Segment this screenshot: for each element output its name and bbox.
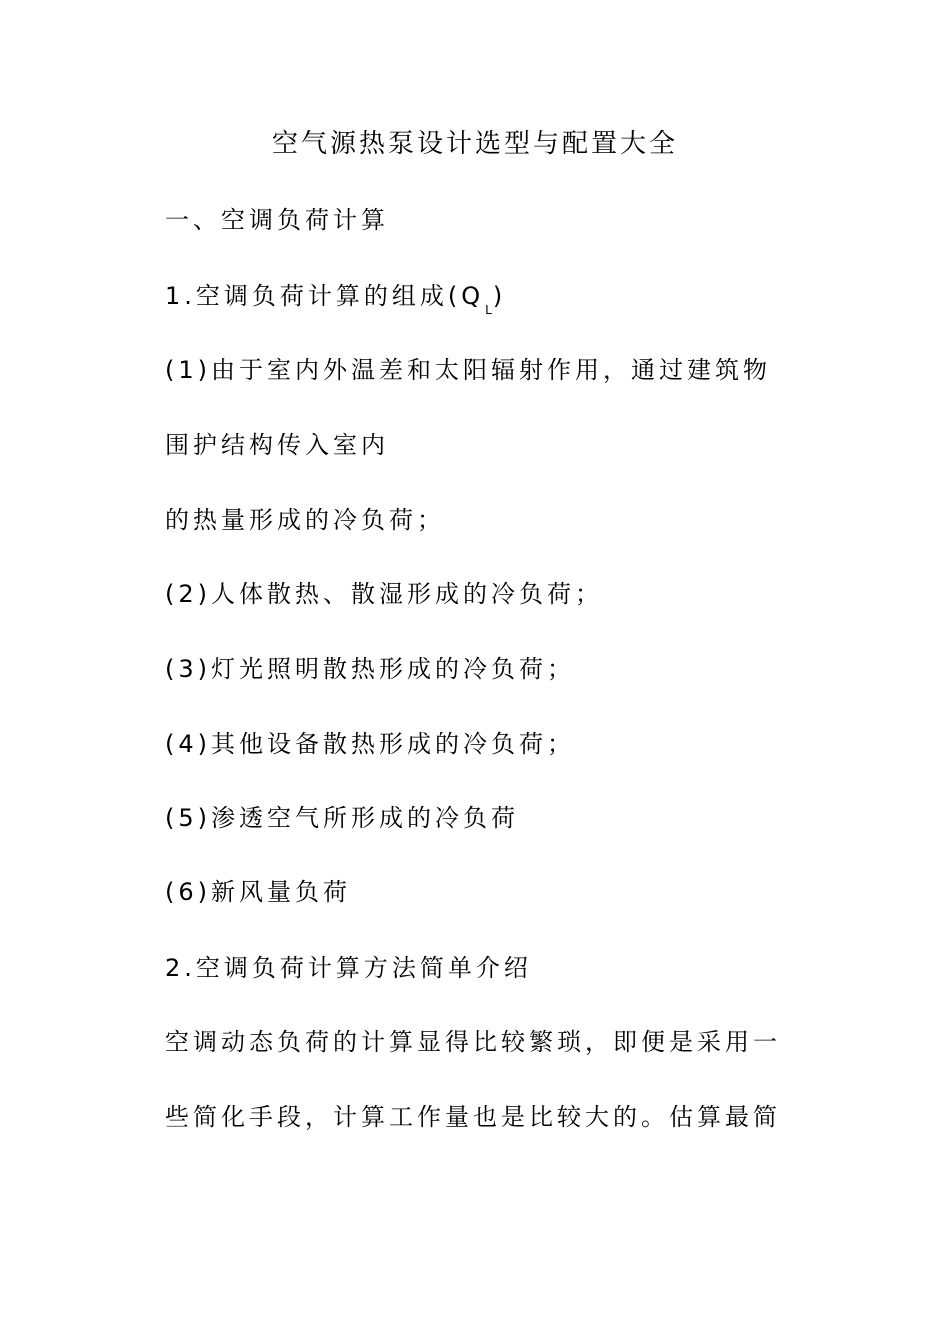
load-item-6: (6)新风量负荷 <box>165 878 351 906</box>
load-item-3: (3)灯光照明散热形成的冷负荷； <box>165 655 575 683</box>
load-item-2: (2)人体散热、散湿形成的冷负荷； <box>165 580 603 608</box>
document-title: 空气源热泵设计选型与配置大全 <box>271 129 678 159</box>
load-item-4: (4)其他设备散热形成的冷负荷； <box>165 730 575 758</box>
item1-heading-text: 1.空调负荷计算的组成(Q <box>165 282 485 310</box>
load-item-1-line-b: 围护结构传入室内 <box>165 431 389 459</box>
item1-heading-subscript: L <box>485 303 492 317</box>
item1-heading-close: ) <box>492 282 507 310</box>
load-item-5: (5)渗透空气所形成的冷负荷 <box>165 804 519 832</box>
section-heading: 一、空调负荷计算 <box>165 206 389 234</box>
item2-heading: 2.空调负荷计算方法简单介绍 <box>165 954 532 982</box>
paragraph-line-2: 些简化手段，计算工作量也是比较大的。估算最简 <box>165 1103 781 1131</box>
item1-heading <box>165 281 506 315</box>
load-item-1-line-c: 的热量形成的冷负荷； <box>165 506 445 534</box>
load-item-1-line-a: (1)由于室内外温差和太阳辐射作用，通过建筑物 <box>165 356 771 384</box>
paragraph-line-1: 空调动态负荷的计算显得比较繁琐，即便是采用一 <box>165 1028 781 1056</box>
